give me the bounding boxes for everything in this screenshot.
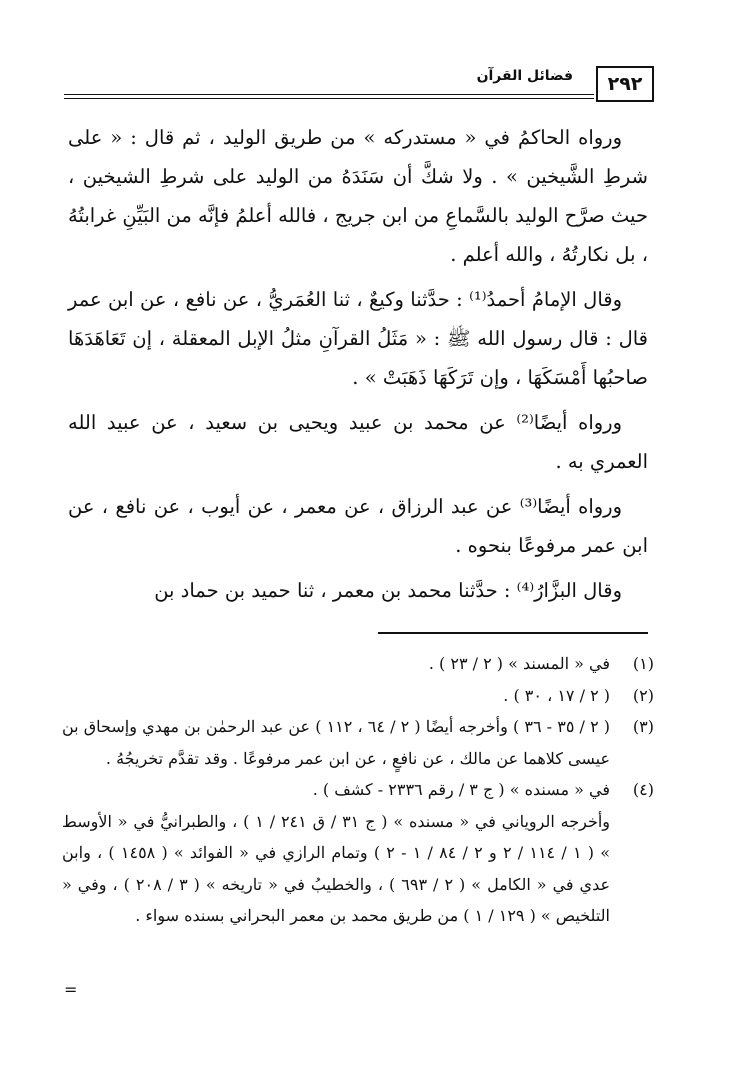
footnote-text: وأخرجه الروياني في « مسنده » ( ج ٣١ / ق ٢٤١ / ١ ) ، والطبرانيُّ في « الأوسط » ( ١ / ١١٤ / ٢ و ٢ / ٨٤ / ١ - ٢ ) وتمام الرازي في « الفوائد » ( ١٤٥٨ ) ، وابن عدي في « الكامل » ( ٢ / ٦٩٣ ) ، والخطيبُ في « تاريخه » ( ٣ / ٢٠٨ ) ، وفي « التلخيص » ( ١٢٩ / ١ ) من طريق محمد بن معمر البحراني بسنده سواء . (62, 811, 611, 925)
footnote-text: في « مسنده » ( ج ٣ / رقم ٢٣٣٦ - كشف ) . (312, 780, 610, 799)
continuation-mark: = (64, 980, 78, 999)
footnote (62, 711, 654, 774)
paragraph: وقال البزَّارُ⁽⁴⁾ : حدَّثنا محمد بن معمر ، ثنا حميد بن حماد بن (154, 579, 622, 602)
footnote-text: في « المسند » ( ٢ / ٢٣ ) . (428, 654, 610, 673)
footnote-text: ( ٢ / ١٧ ، ٣٠ ) . (503, 685, 610, 705)
footnote-separator (378, 632, 648, 634)
running-title: فضائل القرآن (476, 68, 573, 84)
footnote-text: ( ٢ / ٣٥ - ٣٦ ) وأخرجه أيضًا ( ٢ / ٦٤ ، ١١٢ ) عن عبد الرحمٰن بن مهدي وإسحاق بن عيسى كلاهما عن مالك ، عن نافعٍ ، عن ابن عمر مرفوعًا . وقد تقدَّم تخريجُهُ . (62, 717, 611, 768)
footnote-number: (٤) (632, 780, 654, 799)
footnote (62, 648, 654, 680)
paragraph: ورواه الحاكمُ في « مستدركه » من طريق الوليد ، ثم قال : « على شرطِ الشَّيخين » . ولا شكَّ أن سَنَدَهُ من الوليد على شرطِ الشيخين ، حيث صرَّح الوليد بالسَّماعِ من ابن جريج ، فالله أعلمُ فإنَّه من البَيِّنِ غرابتُهُ ، بل نكارتُهُ ، والله أعلم . (68, 126, 648, 266)
footnote (62, 774, 654, 806)
header-rule-top (64, 94, 594, 95)
paragraph: ورواه أيضًا⁽²⁾ عن محمد بن عبيد ويحيى بن سعيد ، عن عبيد الله العمري به . (68, 411, 648, 473)
footnote-number: (٢) (632, 685, 654, 705)
footnotes (62, 648, 654, 932)
footnote-continuation (62, 806, 654, 932)
paragraph: وقال الإمامُ أحمدُ⁽¹⁾ : حدَّثنا وكيعٌ ، ثنا العُمَريُّ ، عن نافع ، عن ابن عمر قال : قال رسول الله ﷺ : « مَثَلُ القرآنِ مثلُ الإبل المعقلة ، إن تَعَاهَدَهَا صاحبُها أَمْسَكَهَا ، وإن تَرَكَهَا ذَهَبَتْ » . (68, 288, 648, 389)
footnote-number: (١) (632, 654, 654, 673)
header-rule-bottom (64, 98, 594, 99)
paragraph: ورواه أيضًا⁽³⁾ عن عبد الرزاق ، عن معمر ، عن أيوب ، عن نافع ، عن ابن عمر مرفوعًا بنحوه . (68, 495, 648, 557)
page-number: ٢٩٢ (596, 66, 654, 102)
main-text (68, 118, 648, 616)
footnote (62, 680, 654, 712)
footnote-number: (٣) (632, 717, 654, 736)
